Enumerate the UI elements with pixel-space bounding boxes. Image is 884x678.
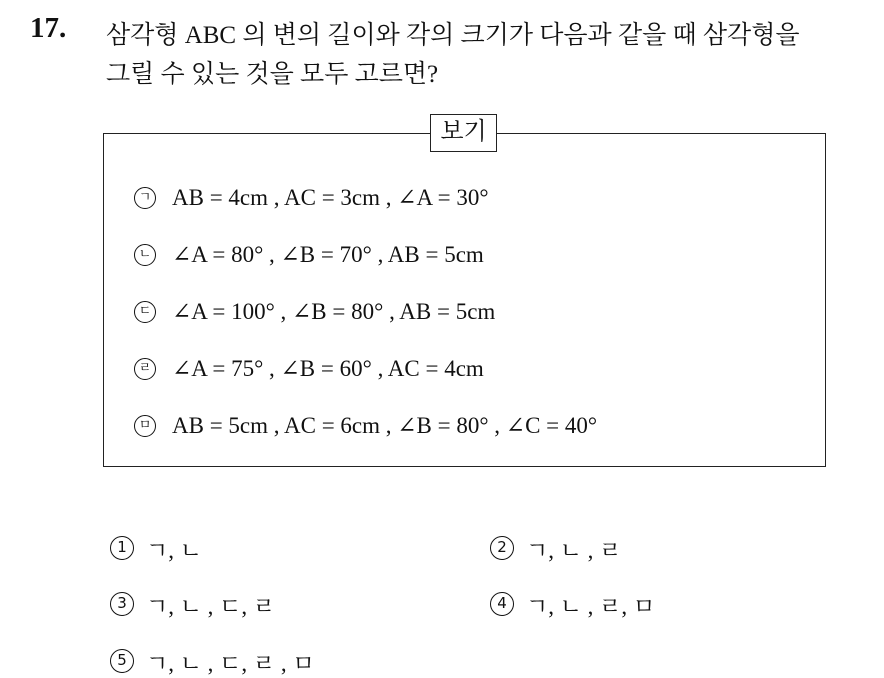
condition-1 [134, 181, 489, 215]
choice-number: 1 [110, 536, 134, 560]
condition-4 [134, 352, 484, 386]
choice-number: 5 [110, 649, 134, 673]
question-text-line2: 그릴 수 있는 것을 모두 고르면? [106, 61, 439, 88]
condition-marker: ㄷ [134, 301, 156, 323]
choice-number: 2 [490, 536, 514, 560]
choice-5[interactable] [110, 645, 315, 677]
question-number: 17. [30, 12, 67, 44]
question-text-line1: 삼각형 ABC 의 변의 길이와 각의 크기가 다음과 같을 때 삼각형을 [106, 22, 800, 49]
condition-text: AB = 5cm , AC = 6cm , ∠B = 80° , ∠C = 40° [172, 413, 598, 438]
choice-number: 3 [110, 592, 134, 616]
choice-text: ㄱ, ㄴ [146, 537, 202, 563]
choice-text: ㄱ, ㄴ , ㄷ, ㄹ , ㅁ [146, 650, 315, 676]
choice-4[interactable] [490, 588, 655, 620]
choice-text: ㄱ, ㄴ , ㄷ, ㄹ [146, 593, 276, 619]
choice-2[interactable] [490, 532, 621, 564]
condition-marker: ㄹ [134, 358, 156, 380]
condition-text: ∠A = 80° , ∠B = 70° , AB = 5cm [172, 242, 484, 267]
condition-5 [134, 409, 597, 443]
choice-text: ㄱ, ㄴ , ㄹ, ㅁ [526, 593, 656, 619]
choice-number: 4 [490, 592, 514, 616]
condition-marker: ㄴ [134, 244, 156, 266]
condition-marker: ㅁ [134, 415, 156, 437]
condition-2 [134, 238, 484, 272]
example-box-title: 보기 [430, 114, 497, 152]
condition-marker: ㄱ [134, 187, 156, 209]
choice-1[interactable] [110, 532, 202, 564]
condition-text: ∠A = 75° , ∠B = 60° , AC = 4cm [172, 356, 484, 381]
choice-3[interactable] [110, 588, 275, 620]
condition-text: AB = 4cm , AC = 3cm , ∠A = 30° [172, 185, 489, 210]
condition-3 [134, 295, 495, 329]
condition-text: ∠A = 100° , ∠B = 80° , AB = 5cm [172, 299, 496, 324]
choice-text: ㄱ, ㄴ , ㄹ [526, 537, 622, 563]
